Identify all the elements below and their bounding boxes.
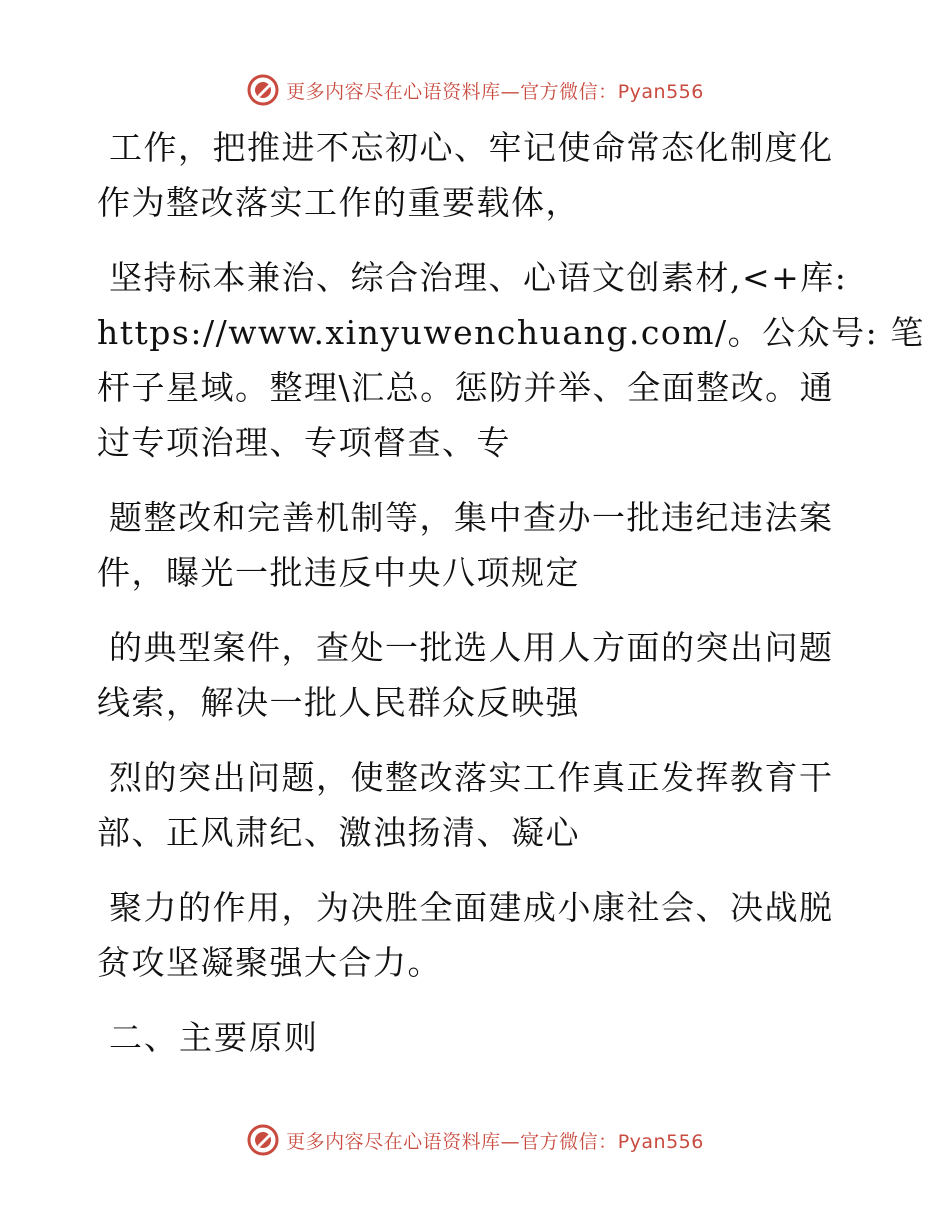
watermark-suffix: 官方微信： <box>520 1130 618 1153</box>
text-line: 件，曝光一批违反中央八项规定 <box>97 553 580 592</box>
text-line: https://www.xinyuwenchuang.com/。公众号: 笔 <box>97 313 925 352</box>
watermark-dash: — <box>500 1130 521 1153</box>
paragraph-3 <box>97 490 837 600</box>
header-watermark <box>0 70 950 110</box>
watermark-dash: — <box>500 80 521 103</box>
watermark-id: Pyan556 <box>617 80 704 103</box>
paragraph-4 <box>97 620 837 730</box>
paragraph-6 <box>97 880 837 990</box>
text-line: 作为整改落实工作的重要载体， <box>97 183 580 222</box>
paragraph-2 <box>97 250 925 470</box>
text-line: 贫攻坚凝聚强大合力。 <box>97 943 442 982</box>
watermark-main: 更多内容尽在心语资料库 <box>286 1130 501 1153</box>
text-line: 部、正风肃纪、激浊扬清、凝心 <box>97 813 580 852</box>
text-line: 的典型案件，查处一批选人用人方面的突出问题 <box>109 628 834 667</box>
text-line: 题整改和完善机制等，集中查办一批违纪违法案 <box>109 498 834 537</box>
watermark-text <box>286 1127 704 1154</box>
watermark-id: Pyan556 <box>617 1130 704 1153</box>
text-line: 过专项治理、专项督查、专 <box>97 423 511 462</box>
red-circle-logo-icon <box>246 1123 280 1157</box>
paragraph-1 <box>97 120 837 230</box>
text-line: 坚持标本兼治、综合治理、心语文创素材,<+库: <box>109 258 848 297</box>
document-body <box>97 120 925 1065</box>
footer-watermark <box>0 1120 950 1160</box>
red-circle-logo-icon <box>246 73 280 107</box>
paragraph-5 <box>97 750 837 860</box>
watermark-suffix: 官方微信： <box>520 80 618 103</box>
watermark-text <box>286 77 704 104</box>
text-line: 烈的突出问题，使整改落实工作真正发挥教育干 <box>109 758 834 797</box>
watermark-main: 更多内容尽在心语资料库 <box>286 80 501 103</box>
text-line: 线索，解决一批人民群众反映强 <box>97 683 580 722</box>
section-heading: 二、主要原则 <box>109 1018 319 1057</box>
text-line: 杆子星域。整理\汇总。惩防并举、全面整改。通 <box>97 368 835 407</box>
text-line: 工作，把推进不忘初心、牢记使命常态化制度化 <box>109 128 834 167</box>
text-line: 聚力的作用，为决胜全面建成小康社会、决战脱 <box>109 888 834 927</box>
